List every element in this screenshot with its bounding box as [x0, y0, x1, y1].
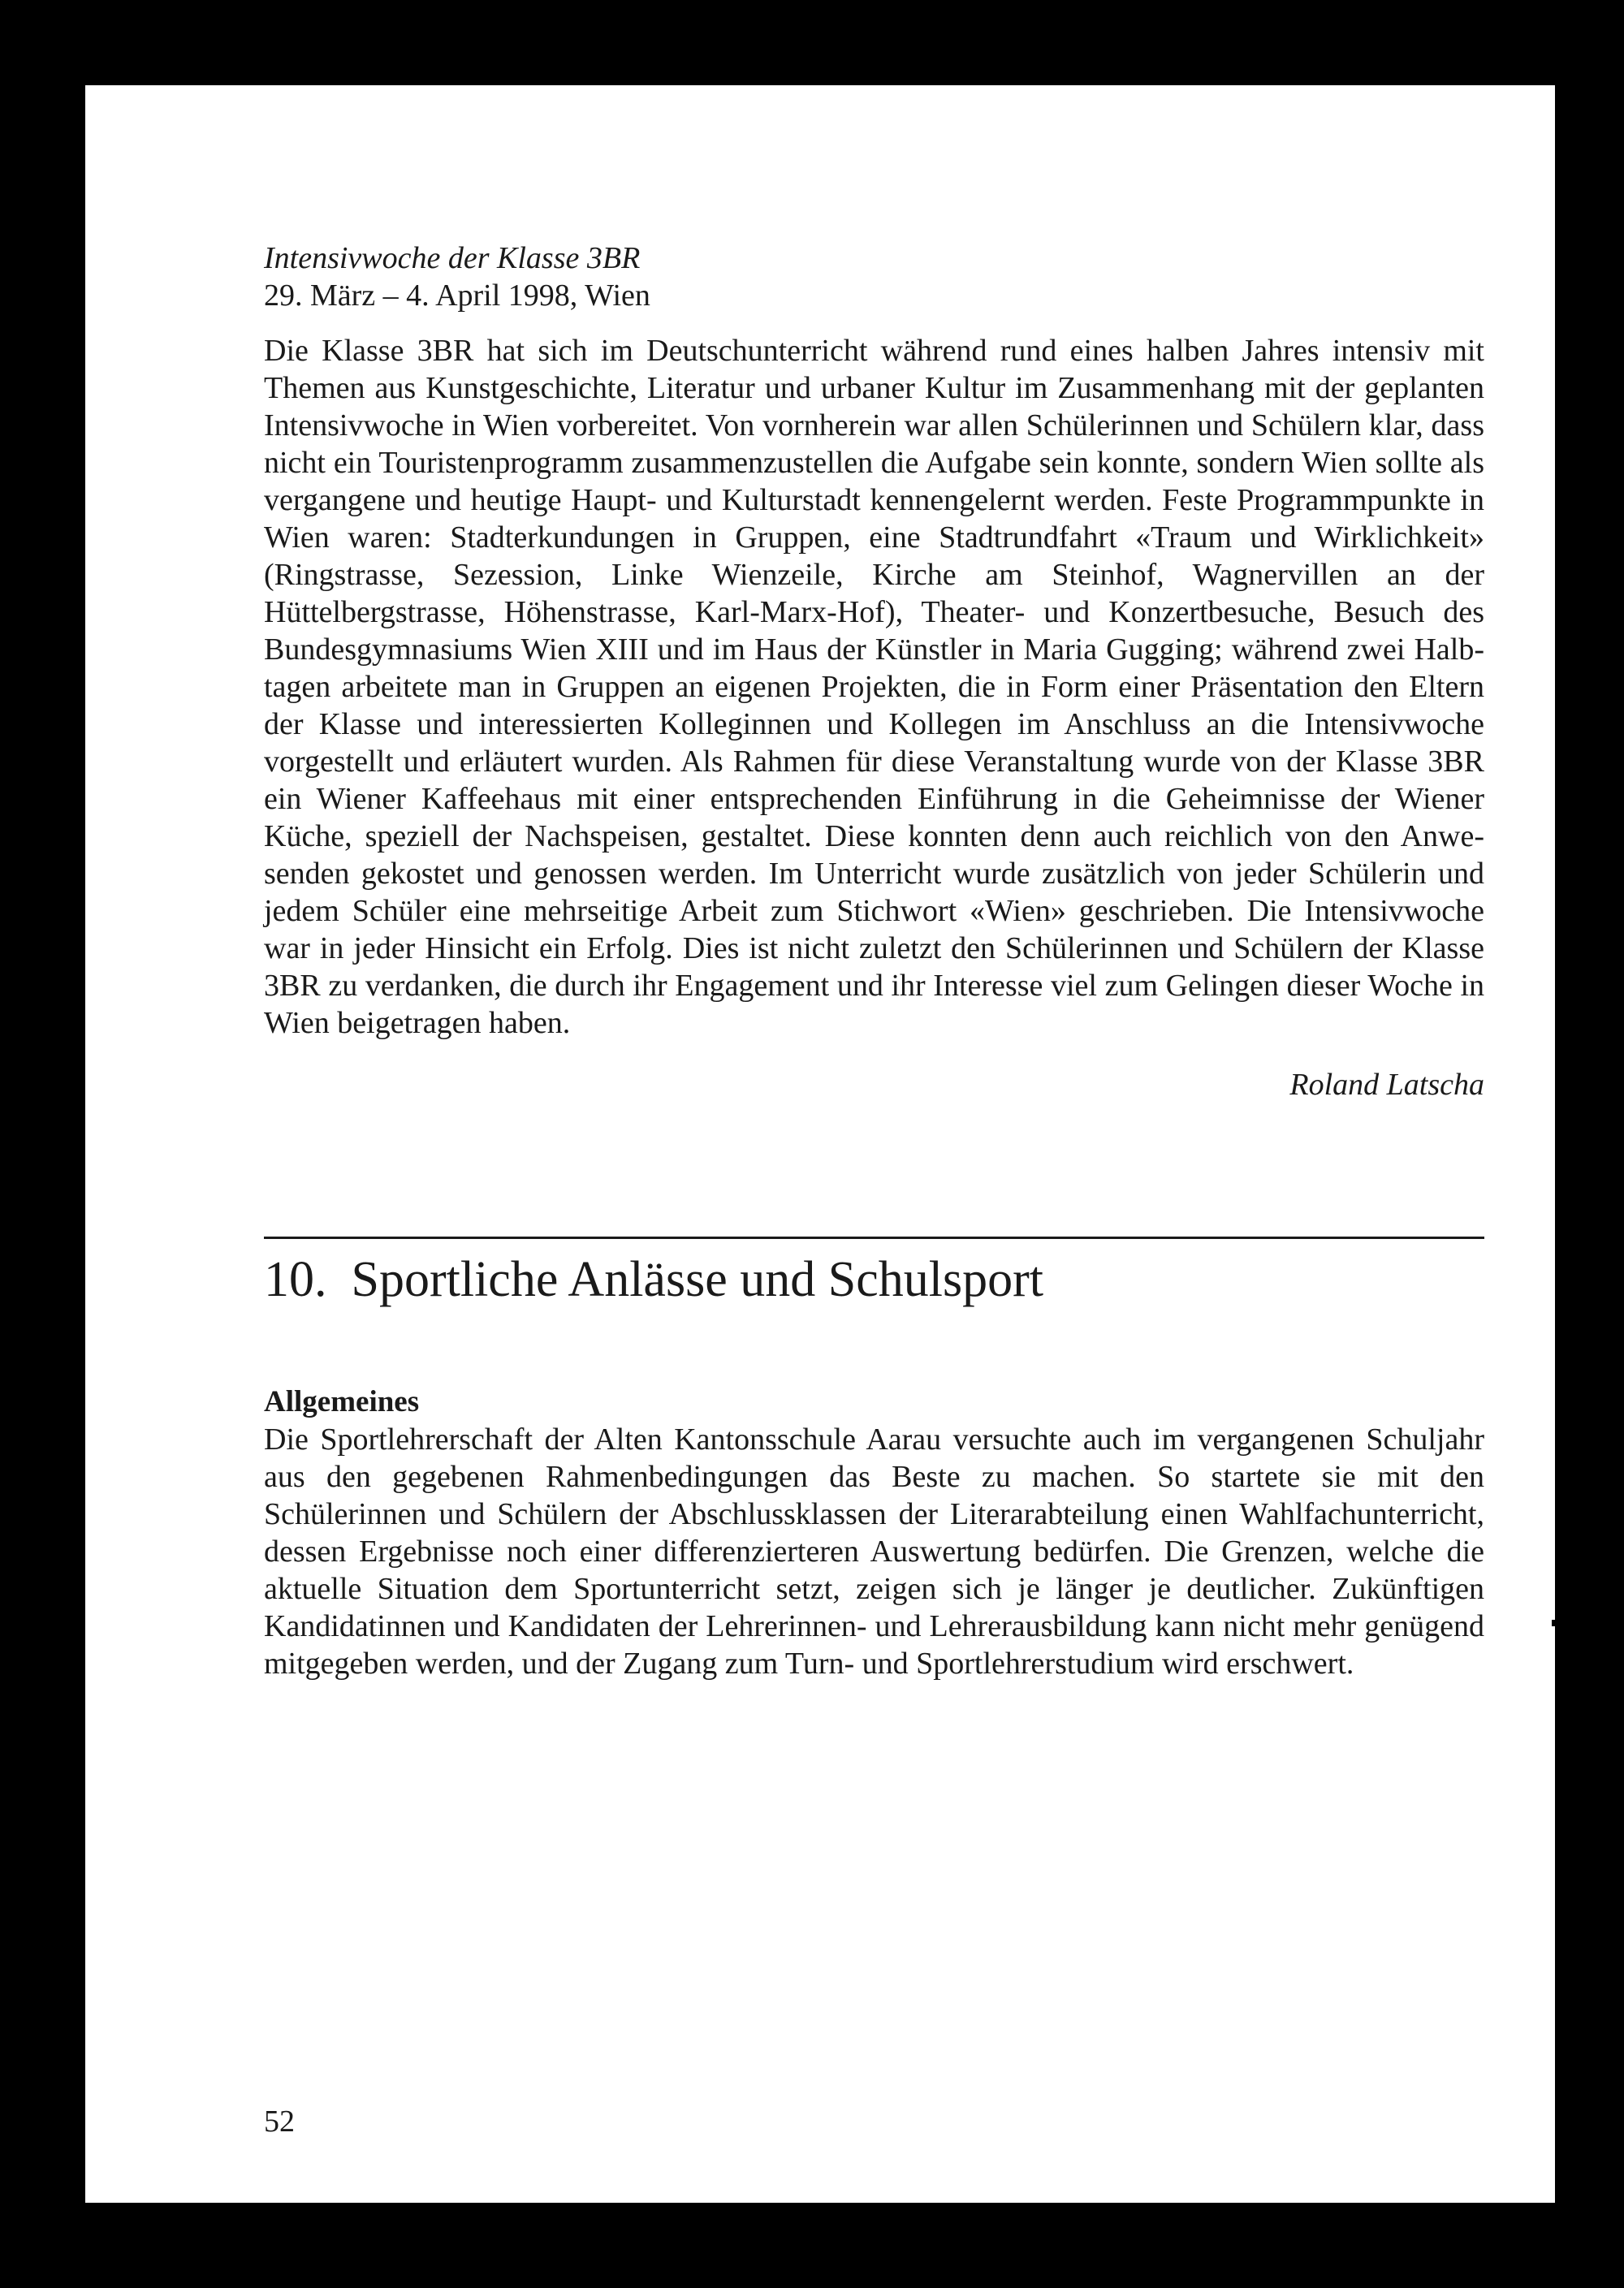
page-content [264, 240, 1484, 1682]
page-number: 52 [264, 2105, 295, 2139]
section-subheading: Allgemeines [264, 1385, 420, 1418]
scan-speck [1552, 1620, 1556, 1626]
article-title: Intensivwoche der Klasse 3BR [264, 241, 641, 275]
article-body: Die Klasse 3BR hat sich im Deutschunterricht während rund eines halben Jahres intensiv mit Themen aus Kunstgeschichte, Literatur und urbaner Kultur im Zusammenhang mit der geplanten Intensivwoche in Wien vorbereitet. Von vornherein war allen Schülerinnen und Schülern klar, dass nicht ein Touristenprogramm zusammenzustellen die Aufgabe sein konnte, sondern Wien sollte als vergangene und heutige Haupt- und Kulturstadt kennengelernt werden. Feste Programmpunkte in Wien waren: Stadterkundungen in Gruppen, eine Stadtrundfahrt «Traum und Wirklichkeit» (Ringstrasse, Sezession, Linke Wienzeile, Kirche am Steinhof, Wagnervillen an der Hüttelbergstrasse, Höhenstrasse, Karl-Marx-Hof), Theater- und Konzertbesuche, Besuch des Bundesgymnasiums Wien XIII und im Haus der Künstler in Maria Gugging; während zwei Halbtagen arbeitete man in Gruppen an eigenen Projekten, die in Form einer Präsentation den Eltern der Klasse und interessierten Kolleginnen und Kollegen im Anschluss an die Intensivwoche vorgestellt und erläutert wurden. Als Rahmen für diese Veranstaltung wurde von der Klasse 3BR ein Wiener Kaffeehaus mit einer entsprechenden Einführung in die Geheimnisse der Wiener Küche, speziell der Nachspeisen, gestaltet. Diese konnten denn auch reichlich von den Anwesenden gekostet und genossen werden. Im Unterricht wurde zusätzlich von jeder Schülerin und jedem Schüler eine mehrseitige Arbeit zum Stichwort «Wien» geschrieben. Die Intensivwoche war in jeder Hinsicht ein Erfolg. Dies ist nicht zuletzt den Schülerinnen und Schülern der Klasse 3BR zu verdanken, die durch ihr Engagement und ihr Interesse viel zum Gelingen dieser Woche in Wien beigetragen haben. [264, 334, 1484, 1040]
document-page [85, 85, 1555, 2203]
article-author: Roland Latscha [1289, 1068, 1484, 1102]
section-number: 10. [264, 1252, 327, 1307]
section-title: Sportliche Anlässe und Schulsport [351, 1252, 1043, 1307]
section-heading [264, 1250, 1484, 1309]
section-divider [264, 1237, 1484, 1239]
article-date-place: 29. März – 4. April 1998, Wien [264, 278, 650, 313]
section-body: Die Sportlehrerschaft der Alten Kantonsschule Aarau versuchte auch im vergangenen Schuljahr aus den gegebenen Rahmenbedingungen das Beste zu machen. So startete sie mit den Schülerinnen und Schülern der Abschlussklassen der Literarabteilung einen Wahlfachunterricht, dessen Ergebnisse noch einer differenzierteren Auswertung bedürfen. Die Grenzen, welche die aktuelle Situation dem Sportunterricht setzt, zeigen sich je länger je deutlicher. Zukünftigen Kandidatinnen und Kandidaten der Lehrerinnen- und Lehrerausbildung kann nicht mehr genügend mitgegeben werden, und der Zugang zum Turn- und Sportlehrerstudium wird erschwert. [264, 1422, 1484, 1681]
